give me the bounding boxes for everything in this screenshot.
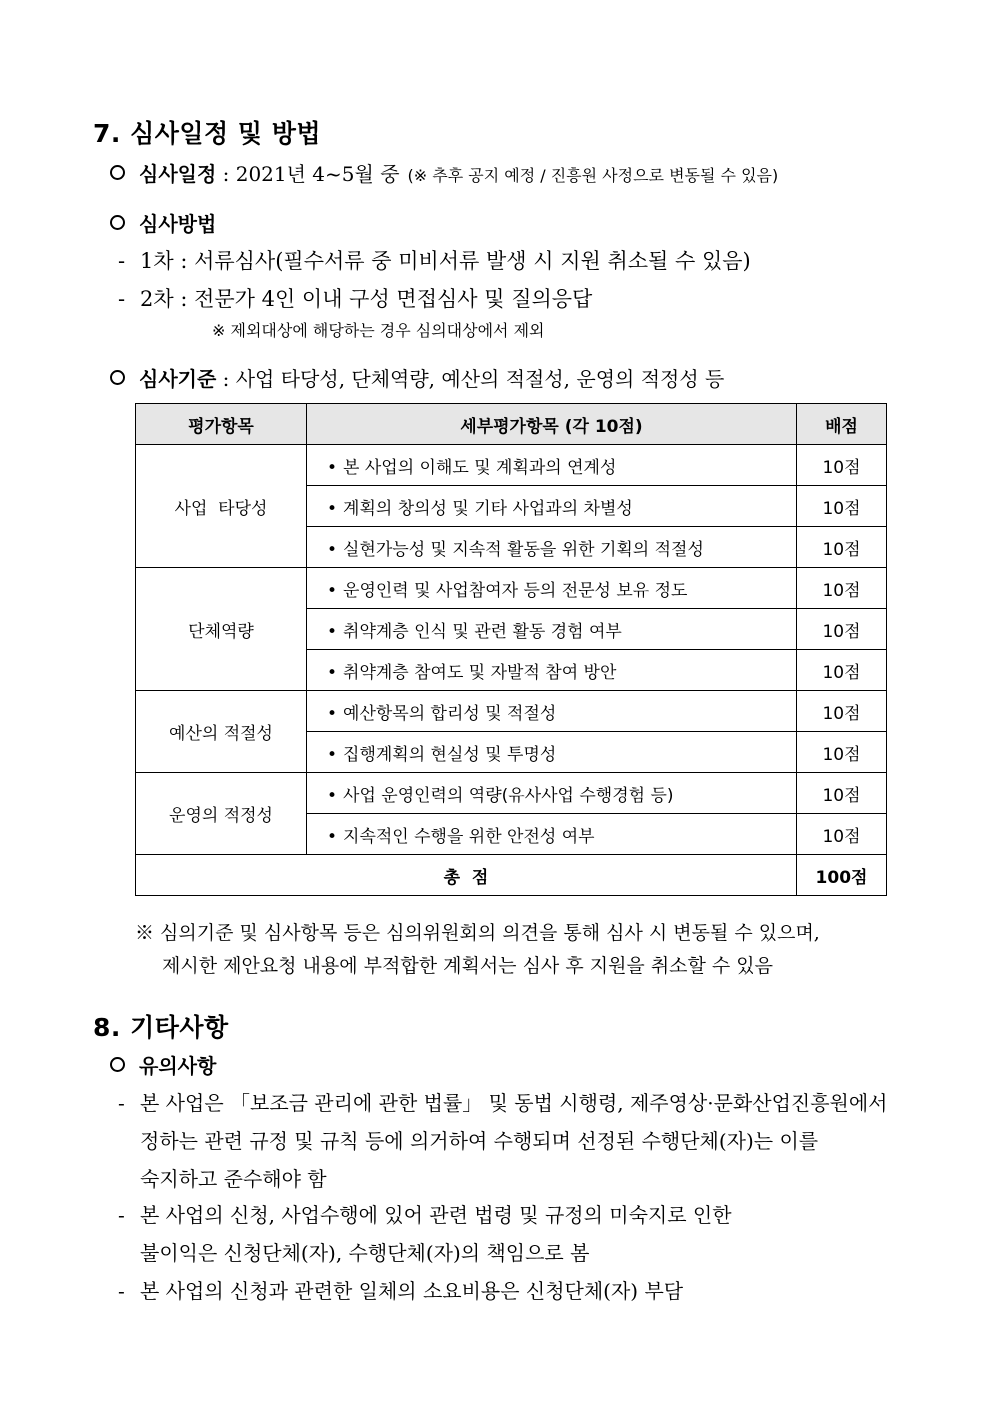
method-label: 심사방법 [139,212,217,236]
table-row [136,568,887,609]
method-heading [110,208,216,237]
score-cell: 10점 [797,486,887,527]
circle-bullet-icon [110,165,125,180]
circle-bullet-icon [110,370,125,385]
method-note: ※ 제외대상에 해당하는 경우 심의대상에서 제외 [212,321,545,340]
category-cell: 운영의 적정성 [136,773,307,855]
table-note-line: ※ 심의기준 및 심사항목 등은 심의위원회의 의견을 통해 심사 시 변동될 수 있으며, [135,922,820,944]
item-cell: • 지속적인 수행을 위한 안전성 여부 [307,814,797,855]
item-cell: • 운영인력 및 사업참여자 등의 전문성 보유 정도 [307,568,797,609]
header-category: 평가항목 [136,404,307,445]
category-cell: 단체역량 [136,568,307,691]
item-cell: • 예산항목의 합리성 및 적절성 [307,691,797,732]
criteria-value: 사업 타당성, 단체역량, 예산의 적절성, 운영의 적정성 등 [235,367,725,391]
schedule-label: 심사일정 [139,162,217,186]
header-score: 배점 [797,404,887,445]
total-row [136,855,887,896]
schedule-note: (※ 추후 공지 예정 / 진흥원 사정으로 변동될 수 있음) [407,166,779,185]
item-cell: • 사업 운영인력의 역량(유사사업 수행경험 등) [307,773,797,814]
total-score: 100점 [797,855,887,896]
score-cell: 10점 [797,445,887,486]
score-cell: 10점 [797,568,887,609]
schedule-colon: : [216,162,236,186]
category-cell: 예산의 적절성 [136,691,307,773]
circle-bullet-icon [110,1057,125,1072]
item-cell: • 실현가능성 및 지속적 활동을 위한 기획의 적절성 [307,527,797,568]
category-cell: 사업 타당성 [136,445,307,568]
evaluation-table [135,403,887,896]
score-cell: 10점 [797,527,887,568]
score-cell: 10점 [797,732,887,773]
score-cell: 10점 [797,773,887,814]
item-cell: • 취약계층 참여도 및 자발적 참여 방안 [307,650,797,691]
criteria-line [110,363,724,392]
notice-heading [110,1050,216,1079]
circle-bullet-icon [110,215,125,230]
item-cell: • 계획의 창의성 및 기타 사업과의 차별성 [307,486,797,527]
table-note-line: 제시한 제안요청 내용에 부적합한 계획서는 심사 후 지원을 취소할 수 있음 [162,955,774,977]
item-cell: • 취약계층 인식 및 관련 활동 경험 여부 [307,609,797,650]
table-header-row [136,404,887,445]
schedule-line [110,158,778,187]
score-cell: 10점 [797,691,887,732]
item-cell: • 집행계획의 현실성 및 투명성 [307,732,797,773]
method-item: - 1차 : 서류심사(필수서류 중 미비서류 발생 시 지원 취소될 수 있음) [118,249,751,273]
notice-item: - 본 사업의 신청과 관련한 일체의 소요비용은 신청단체(자) 부담 [118,1279,684,1303]
schedule-value: 2021년 4~5월 중 [235,162,400,186]
score-cell: 10점 [797,609,887,650]
notice-item: - 본 사업의 신청, 사업수행에 있어 관련 법령 및 규정의 미숙지로 인한 불이익은 신청단체(자), 수행단체(자)의 책임으로 봄 [118,1203,732,1265]
criteria-label: 심사기준 [139,367,217,391]
table-row [136,445,887,486]
section8-title: 8. 기타사항 [93,1013,229,1042]
criteria-colon: : [216,367,236,391]
header-item: 세부평가항목 (각 10점) [307,404,797,445]
score-cell: 10점 [797,814,887,855]
table-row [136,773,887,814]
notice-item: - 본 사업은 「보조금 관리에 관한 법률」 및 동법 시행령, 제주영상·문화산업진흥원에서 정하는 관련 규정 및 규칙 등에 의거하여 수행되며 선정된 수행단체(자)는 이를 숙지하고 준수해야 함 [118,1091,888,1191]
item-cell: • 본 사업의 이해도 및 계획과의 연계성 [307,445,797,486]
table-row [136,691,887,732]
method-item: - 2차 : 전문가 4인 이내 구성 면접심사 및 질의응답 [118,287,593,311]
notice-label: 유의사항 [139,1054,217,1078]
section7-title: 7. 심사일정 및 방법 [93,119,322,148]
score-cell: 10점 [797,650,887,691]
total-label: 총 점 [136,855,797,896]
